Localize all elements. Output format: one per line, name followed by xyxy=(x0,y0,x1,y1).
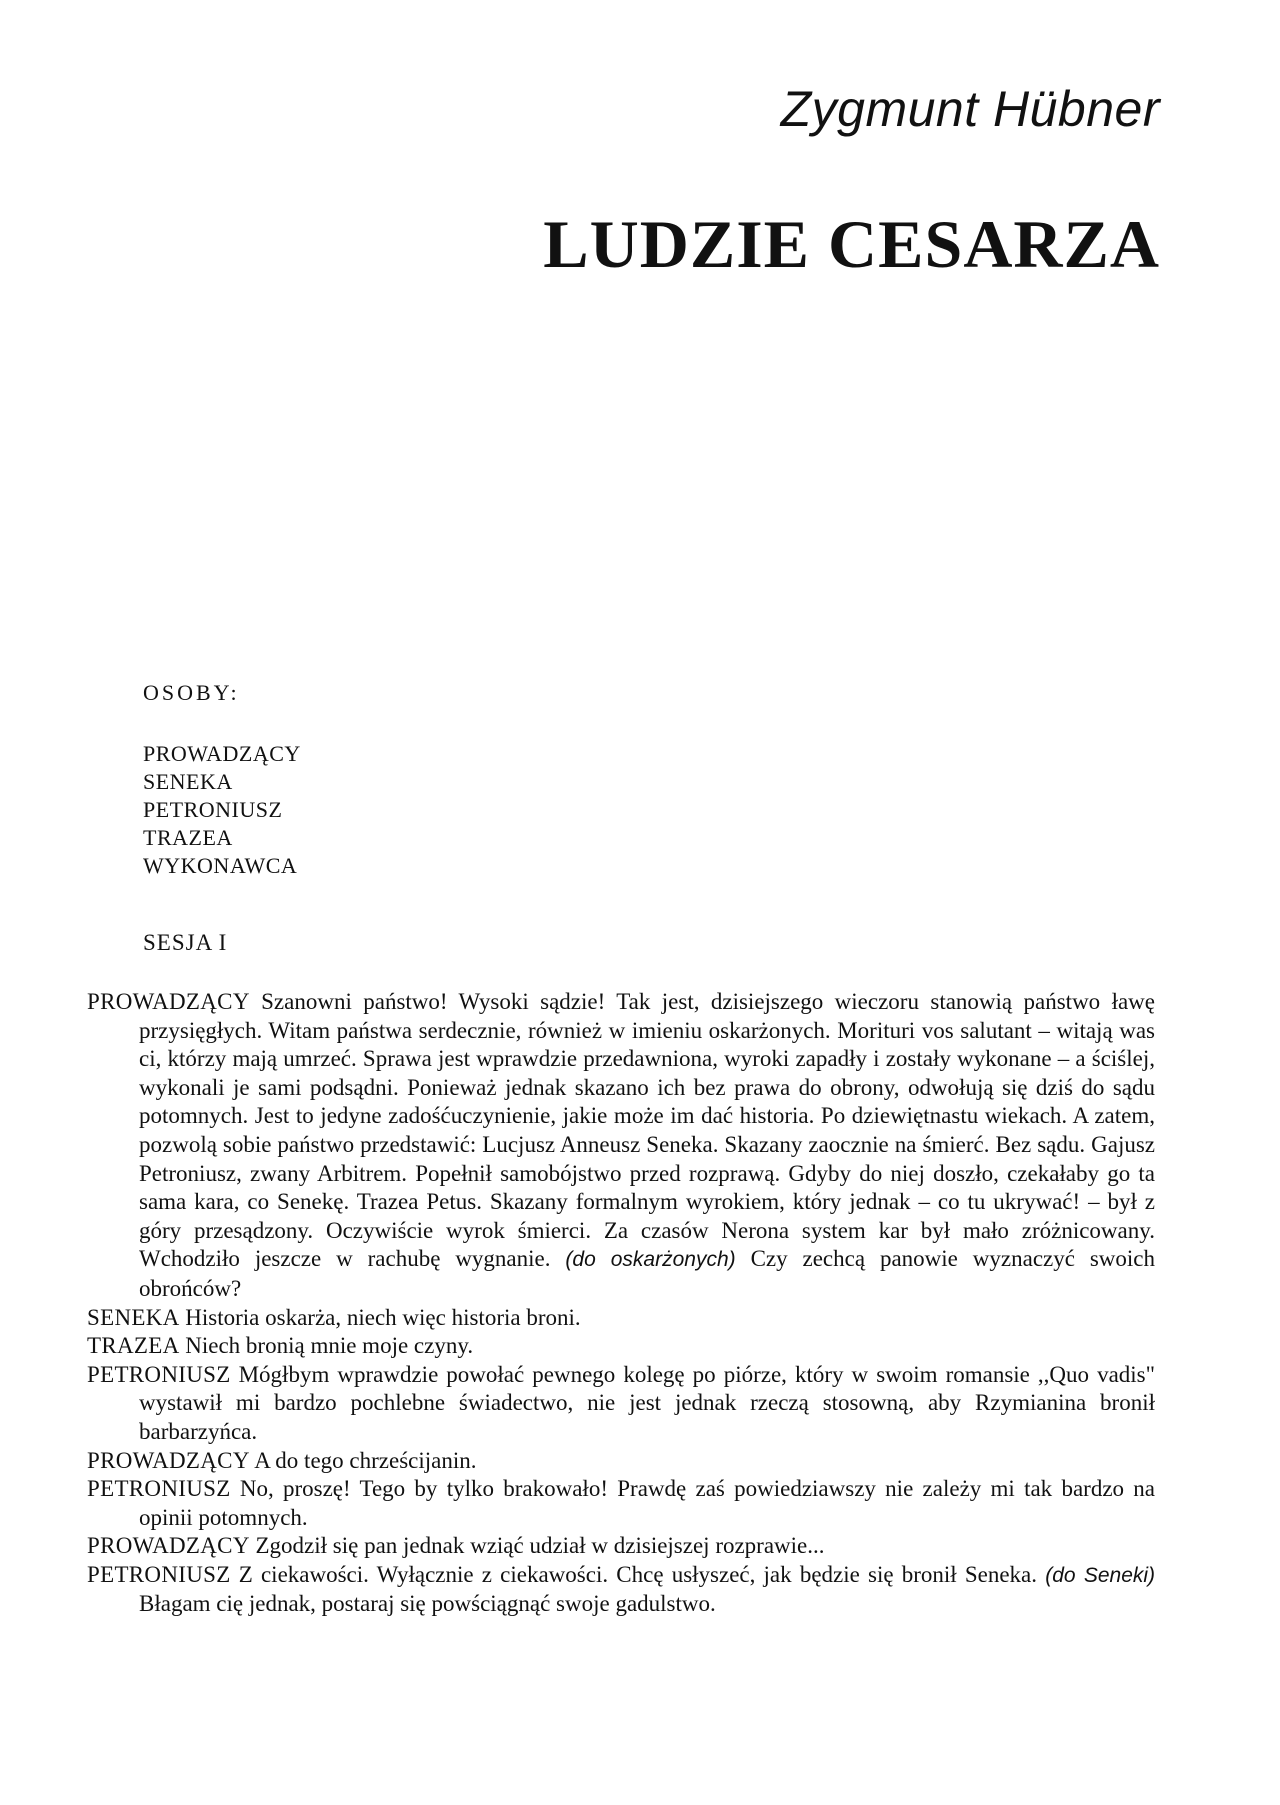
stage-direction: (do Seneki) xyxy=(1045,1563,1156,1587)
speaker-name: PROWADZĄCY xyxy=(87,1447,250,1473)
speaker-name: PETRONIUSZ xyxy=(87,1361,231,1387)
dialogue-line xyxy=(87,1304,1155,1333)
dialogue xyxy=(87,988,1155,1619)
line-text: No, proszę! Tego by tylko brakowało! Prawdę zaś powiedziawszy nie zależy mi tak bardzo na opinii potomnych. xyxy=(139,1476,1156,1530)
dialogue-line xyxy=(87,988,1155,1304)
speaker-name: PETRONIUSZ xyxy=(87,1561,231,1587)
speaker-name: PETRONIUSZ xyxy=(87,1476,231,1502)
dialogue-line xyxy=(87,1532,1155,1561)
dialogue-line xyxy=(87,1561,1155,1619)
speaker-name: PROWADZĄCY xyxy=(87,1533,250,1559)
line-text: Niech bronią mnie moje czyny. xyxy=(185,1333,474,1359)
cast-heading: OSOBY: xyxy=(143,680,240,705)
cast-list xyxy=(143,740,301,880)
play-title: LUDZIE CESARZA xyxy=(543,206,1160,282)
cast-section xyxy=(143,680,301,880)
line-text: Zgodził się pan jednak wziąć udział w dzisiejszej rozprawie... xyxy=(255,1533,825,1559)
line-text-continued: Błagam cię jednak, postaraj się powściągnąć swoje gadulstwo. xyxy=(139,1591,716,1617)
line-text: Historia oskarża, niech więc historia broni. xyxy=(185,1304,581,1330)
session-heading: SESJA I xyxy=(143,930,228,955)
line-text: Z ciekawości. Wyłącznie z ciekawości. Chcę usłyszeć, jak będzie się bronił Seneka. xyxy=(238,1561,1038,1587)
line-text-continued: Czy zechcą panowie wyznaczyć swoich obrońców? xyxy=(139,1246,1156,1301)
line-text: A do tego chrześcijanin. xyxy=(254,1447,477,1473)
dialogue-line xyxy=(87,1447,1155,1476)
dialogue-line xyxy=(87,1332,1155,1361)
cast-role: PETRONIUSZ xyxy=(143,797,283,822)
dialogue-line xyxy=(87,1475,1155,1532)
author-name: Zygmunt Hübner xyxy=(780,81,1160,137)
stage-direction: (do oskarżonych) xyxy=(565,1248,736,1272)
speaker-name: PROWADZĄCY xyxy=(87,989,250,1014)
line-text: Szanowni państwo! Wysoki sądzie! Tak jest, dzisiejszego wieczoru stanowią państwo ławę przysięgłych. Witam państwa serdecznie, również w imieniu oskarżonych. Morituri vos salutant – witają was ci, którzy mają umrzeć. Sprawa jest wprawdzie przedawniona, wyroki zapadły i zostały wykonane – a ściślej, wykonali je sami podsądni. Ponieważ jednak skazano ich bez prawa do obrony, odwołują się dziś do sądu potomnych. Jest to jedyne zadośćuczynienie, jakie może im dać historia. Po dziewiętnastu wiekach. A zatem, pozwolą sobie państwo przedstawić: Lucjusz Anneusz Seneka. Skazany zaocznie na śmierć. Bez sądu. Gajusz Petroniusz, zwany Arbitrem. Popełnił samobójstwo przed rozprawą. Gdyby do niej doszło, czekałaby go ta sama kara, co Senekę. Trazea Petus. Skazany formalnym wyrokiem, który jednak – co tu ukrywać! – był z góry przesądzony. Oczywiście wyrok śmierci. Za czasów Nerona system kar był mało zróżnicowany. Wchodziło jeszcze w rachubę wygnanie. xyxy=(139,989,1156,1272)
cast-role: TRAZEA xyxy=(143,825,233,850)
speaker-name: TRAZEA xyxy=(87,1333,180,1359)
speaker-name: SENEKA xyxy=(87,1304,180,1330)
line-text: Mógłbym wprawdzie powołać pewnego kolegę po piórze, który w swoim romansie ,,Quo vadis" wystawił mi bardzo pochlebne świadectwo, nie jest jednak rzeczą stosowną, aby Rzymianina bronił barbarzyńca. xyxy=(139,1361,1156,1444)
dialogue-line xyxy=(87,1361,1155,1447)
cast-role: WYKONAWCA xyxy=(143,853,298,878)
cast-role: PROWADZĄCY xyxy=(143,741,301,766)
cast-role: SENEKA xyxy=(143,769,233,794)
